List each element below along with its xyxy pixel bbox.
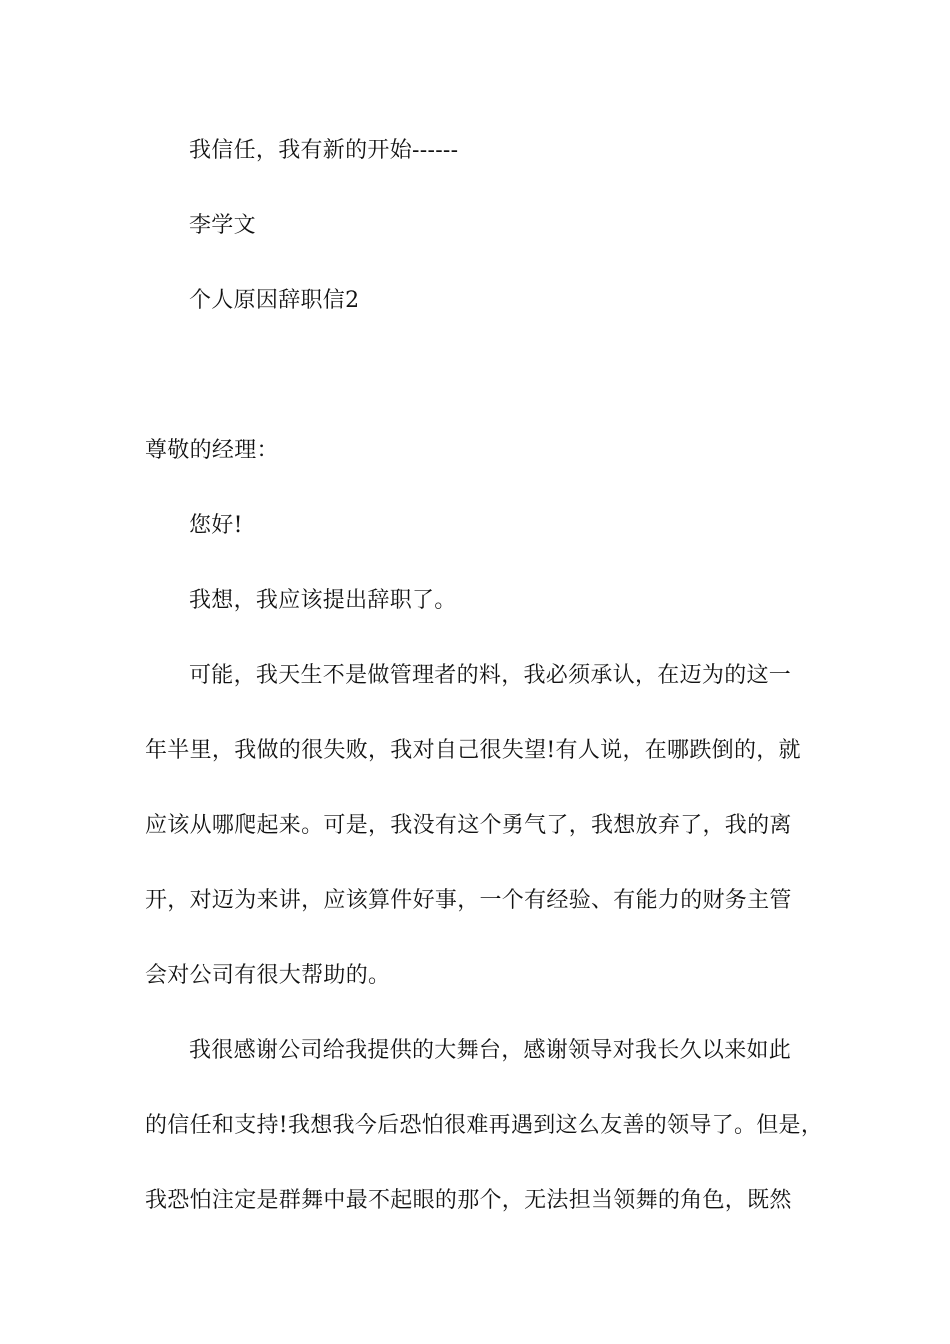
greeting: 您好!	[189, 513, 243, 538]
body-paragraph-line: 开，对迈为来讲，应该算件好事，一个有经验、有能力的财务主管	[145, 888, 792, 913]
body-paragraph-line: 应该从哪爬起来。可是，我没有这个勇气了，我想放弃了，我的离	[145, 813, 792, 838]
body-paragraph-line: 年半里，我做的很失败，我对自己很失望!有人说，在哪跌倒的，就	[145, 738, 801, 763]
body-paragraph-line: 我想，我应该提出辞职了。	[189, 588, 457, 613]
section-title: 个人原因辞职信2	[189, 288, 360, 313]
signature-name: 李学文	[189, 213, 256, 238]
body-paragraph-line: 会对公司有很大帮助的。	[145, 963, 391, 988]
salutation: 尊敬的经理：	[145, 438, 279, 463]
body-paragraph-line: 可能，我天生不是做管理者的料，我必须承认，在迈为的这一	[189, 663, 792, 688]
closing-line: 我信任，我有新的开始------	[189, 138, 459, 163]
body-paragraph-line: 我恐怕注定是群舞中最不起眼的那个，无法担当领舞的角色，既然	[145, 1188, 792, 1213]
body-paragraph-line: 我很感谢公司给我提供的大舞台，感谢领导对我长久以来如此	[189, 1038, 792, 1063]
body-paragraph-line: 的信任和支持!我想我今后恐怕很难再遇到这么友善的领导了。但是，	[145, 1113, 824, 1138]
